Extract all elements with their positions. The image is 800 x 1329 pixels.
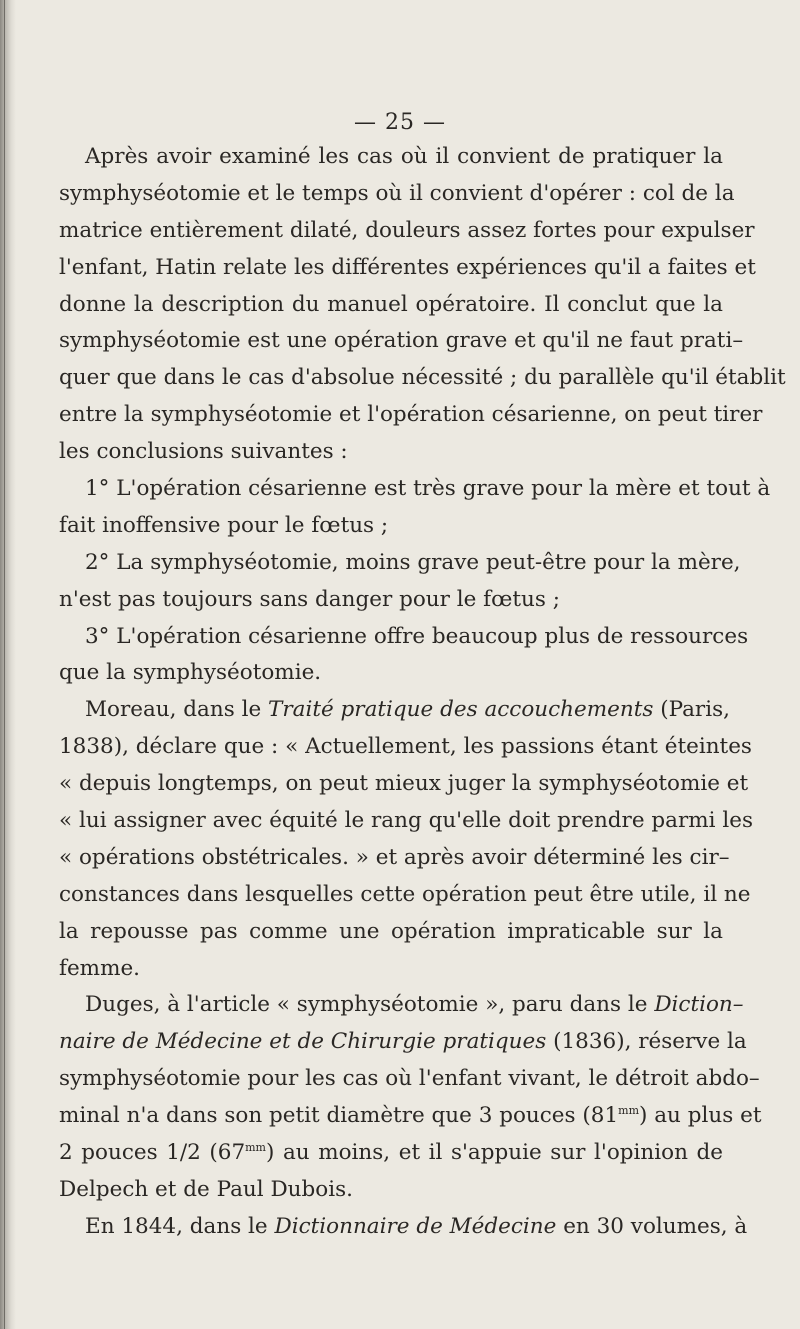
italic-title-text: Dictionnaire de Médecine — [274, 1213, 557, 1239]
text-segment: (Paris, — [653, 697, 730, 723]
text-line — [59, 176, 735, 213]
text-segment: quer que dans le cas d'absolue nécessité ; du parallèle qu'il établit — [59, 365, 786, 391]
text-line — [59, 545, 741, 582]
text-segment: que la symphyséotomie. — [59, 660, 322, 686]
text-line — [59, 434, 723, 471]
text-segment: matrice entièrement dilaté, douleurs assez fortes pour expulser — [59, 217, 755, 243]
italic-title-text: Diction– — [654, 992, 744, 1018]
text-segment: n'est pas toujours sans danger pour le fœtus ; — [59, 586, 560, 612]
text-line — [59, 1209, 748, 1246]
text-segment: Moreau, dans le — [85, 697, 269, 723]
text-line — [59, 1172, 723, 1209]
text-segment: femme. — [59, 955, 141, 981]
text-line — [59, 914, 723, 951]
text-line — [59, 655, 723, 692]
text-line — [59, 840, 730, 877]
text-line — [59, 139, 723, 176]
text-line — [59, 987, 744, 1024]
superscript-unit: mm — [245, 1141, 266, 1155]
text-segment: l'enfant, Hatin relate les différentes expériences qu'il a faites et — [59, 254, 756, 280]
text-line — [59, 766, 749, 803]
text-segment: ) au plus et — [639, 1103, 762, 1129]
text-line — [59, 729, 752, 766]
text-segment: « depuis longtemps, on peut mieux juger la symphyséotomie et — [59, 771, 749, 797]
text-line — [59, 397, 763, 434]
text-segment: 2° La symphyséotomie, moins grave peut-être pour la mère, — [85, 549, 741, 575]
text-segment: Duges, à l'article « symphyséotomie », paru dans le — [85, 992, 655, 1018]
text-segment: symphyséotomie pour les cas où l'enfant vivant, le détroit abdo– — [59, 1066, 760, 1092]
text-line — [59, 1135, 723, 1172]
text-segment: les conclusions suivantes : — [59, 439, 348, 465]
text-segment: en 30 volumes, à — [556, 1213, 748, 1239]
text-segment: 3° L'opération césarienne offre beaucoup plus de ressources — [85, 623, 749, 649]
text-segment: « opérations obstétricales. » et après avoir déterminé les cir– — [59, 844, 730, 870]
text-segment: (1836), réserve la — [546, 1029, 747, 1055]
italic-title-text: naire de Médecine et de Chirurgie pratiques — [59, 1029, 547, 1055]
text-line — [59, 323, 744, 360]
text-segment: symphyséotomie est une opération grave et qu'il ne faut prati– — [59, 328, 744, 354]
page-binding-shadow — [0, 0, 16, 1329]
text-segment: 1838), déclare que : « Actuellement, les passions étant éteintes — [59, 734, 752, 760]
text-segment: Delpech et de Paul Dubois. — [59, 1176, 353, 1202]
superscript-unit: mm — [618, 1104, 640, 1118]
text-line — [59, 1061, 760, 1098]
text-segment: 2 pouces 1/2 (67 — [59, 1140, 246, 1166]
text-line — [59, 213, 755, 250]
text-segment: Après avoir examiné les cas où il convient de pratiquer la — [85, 144, 723, 169]
text-line — [59, 803, 753, 840]
text-segment: « lui assigner avec équité le rang qu'elle doit prendre parmi les — [59, 808, 753, 834]
text-line — [59, 877, 751, 914]
text-line — [59, 250, 756, 287]
text-line — [59, 1098, 762, 1135]
text-segment: entre la symphyséotomie et l'opération césarienne, on peut tirer — [59, 402, 763, 428]
text-line — [59, 471, 771, 508]
text-segment: minal n'a dans son petit diamètre que 3 pouces (81 — [59, 1103, 619, 1129]
text-line — [59, 582, 723, 619]
text-segment: En 1844, dans le — [85, 1213, 275, 1239]
text-line — [59, 508, 723, 545]
text-line — [59, 1024, 747, 1061]
text-line — [59, 287, 723, 324]
text-line — [59, 360, 786, 397]
text-segment: ) au moins, et il s'appuie sur l'opinion de — [266, 1140, 723, 1166]
text-segment: donne la description du manuel opératoire. Il conclut que la — [59, 291, 723, 317]
text-segment: symphyséotomie et le temps où il convient d'opérer : col de la — [59, 180, 735, 206]
body-text — [59, 139, 786, 1246]
page-number: — 25 — — [354, 110, 446, 135]
text-line — [59, 951, 723, 988]
page-binding-line — [4, 0, 5, 1329]
text-segment: constances dans lesquelles cette opération peut être utile, il ne — [59, 881, 751, 907]
text-line — [59, 619, 749, 656]
text-line — [59, 692, 730, 729]
italic-title-text: Traité pratique des accouchements — [268, 697, 654, 723]
text-segment: fait inoffensive pour le fœtus ; — [59, 512, 389, 538]
text-segment: la repousse pas comme une opération impraticable sur la — [59, 918, 723, 944]
text-segment: 1° L'opération césarienne est très grave pour la mère et tout à — [85, 476, 771, 502]
